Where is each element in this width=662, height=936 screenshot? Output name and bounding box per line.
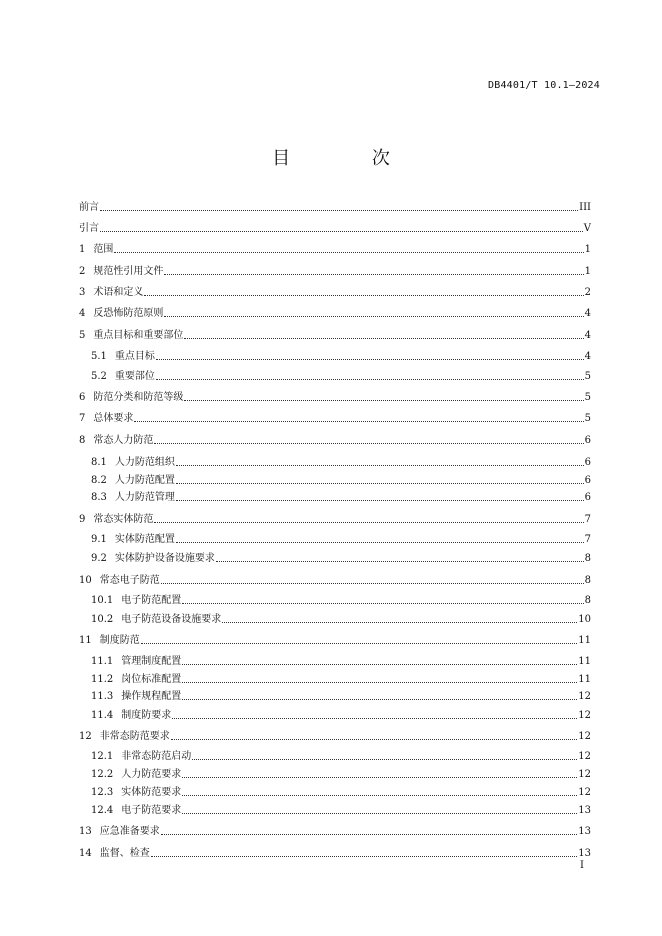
toc-entry[interactable] — [91, 689, 591, 703]
toc-entry-number: 7 — [79, 413, 86, 424]
toc-dot-leader — [154, 522, 583, 523]
toc-entry-number: 11.1 — [91, 656, 114, 667]
toc-entry-title: 非常态防范启动 — [121, 751, 192, 762]
toc-entry-page: 8 — [584, 553, 591, 564]
toc-entry-number: 8.2 — [91, 475, 107, 486]
toc-entry-number: 9 — [79, 514, 86, 525]
toc-entry-title: 实体防护设备设施要求 — [114, 553, 215, 564]
toc-entry-page: 10 — [578, 614, 591, 625]
toc-entry[interactable] — [79, 411, 591, 425]
toc-dot-leader — [151, 856, 578, 857]
toc-entry[interactable] — [91, 369, 591, 383]
toc-dot-leader — [156, 379, 584, 380]
toc-entry-number: 5.2 — [91, 371, 107, 382]
toc-entry-title: 重点目标 — [114, 351, 155, 362]
toc-dot-leader — [172, 718, 577, 719]
toc-dot-leader — [161, 583, 584, 584]
toc-dot-leader — [171, 739, 578, 740]
toc-entry-title: 非常态防范要求 — [99, 731, 170, 742]
toc-entry-page: 4 — [584, 308, 591, 319]
toc-entry[interactable] — [79, 633, 591, 647]
toc-entry-number: 9.1 — [91, 534, 107, 545]
toc-entry-page: 1 — [584, 266, 591, 277]
toc-entry-number: 11.2 — [91, 674, 114, 685]
toc-dot-leader — [216, 561, 584, 562]
toc-entry-number: 8 — [79, 435, 86, 446]
toc-entry-page: 6 — [584, 492, 591, 503]
toc-entry-page: 4 — [584, 330, 591, 341]
toc-entry-page: 13 — [578, 805, 591, 816]
toc-entry-title: 范围 — [93, 244, 114, 255]
toc-entry[interactable] — [91, 708, 591, 722]
toc-dot-leader — [144, 295, 583, 296]
toc-entry-number: 11 — [79, 635, 92, 646]
toc-entry[interactable] — [91, 473, 591, 487]
toc-entry-title: 人力防范要求 — [121, 769, 182, 780]
toc-entry[interactable] — [91, 532, 591, 546]
toc-entry[interactable] — [91, 593, 591, 607]
toc-entry-title: 人力防范管理 — [114, 492, 175, 503]
toc-dot-leader — [182, 664, 577, 665]
toc-dot-leader — [182, 813, 577, 814]
document-code: DB4401/T 10.1—2024 — [488, 80, 600, 91]
toc-entry-page: 8 — [584, 595, 591, 606]
toc-entry-page: 1 — [584, 244, 591, 255]
toc-entry-page: 2 — [584, 287, 591, 298]
toc-entry-number: 1 — [79, 244, 86, 255]
toc-entry-page: 11 — [578, 635, 591, 646]
toc-entry-title: 重点目标和重要部位 — [93, 330, 184, 341]
toc-dot-leader — [182, 682, 577, 683]
toc-entry-page: 12 — [578, 787, 591, 798]
toc-dot-leader — [184, 338, 583, 339]
toc-entry-number: 12 — [79, 731, 92, 742]
toc-entry-page: 5 — [584, 392, 591, 403]
toc-entry-number: 12.4 — [91, 805, 114, 816]
toc-entry[interactable] — [79, 264, 591, 278]
toc-entry-page: 8 — [584, 575, 591, 586]
toc-entry-page: V — [583, 223, 591, 234]
toc-entry-page: 11 — [578, 656, 591, 667]
toc-entry[interactable] — [79, 221, 591, 235]
toc-entry[interactable] — [91, 767, 591, 781]
toc-entry-title: 岗位标准配置 — [121, 674, 182, 685]
toc-dot-leader — [182, 795, 577, 796]
toc-entry-number: 14 — [79, 848, 92, 859]
toc-entry-title: 规范性引用文件 — [93, 266, 164, 277]
toc-entry[interactable] — [79, 285, 591, 299]
toc-dot-leader — [182, 603, 583, 604]
toc-entry-page: 6 — [584, 475, 591, 486]
toc-entry-title: 常态人力防范 — [93, 435, 154, 446]
toc-entry-title: 电子防范要求 — [121, 805, 182, 816]
toc-dot-leader — [176, 483, 584, 484]
toc-dot-leader — [154, 443, 583, 444]
toc-entry-page: 6 — [584, 457, 591, 468]
toc-dot-leader — [100, 231, 583, 232]
toc-dot-leader — [156, 359, 584, 360]
toc-entry[interactable] — [79, 846, 591, 860]
toc-entry[interactable] — [79, 729, 591, 743]
toc-entry-page: 7 — [584, 514, 591, 525]
toc-entry-page: 6 — [584, 435, 591, 446]
toc-entry-number: 11.4 — [91, 710, 114, 721]
toc-entry-title: 引言 — [79, 223, 99, 234]
toc-entry-title: 电子防范设备设施要求 — [121, 614, 222, 625]
toc-entry[interactable] — [91, 349, 591, 363]
toc-dot-leader — [114, 252, 583, 253]
toc-dot-leader — [182, 699, 577, 700]
toc-entry-title: 管理制度配置 — [121, 656, 182, 667]
toc-dot-leader — [164, 316, 583, 317]
toc-entry[interactable] — [91, 785, 591, 799]
toc-entry-page: 13 — [578, 826, 591, 837]
toc-entry-title: 应急准备要求 — [99, 826, 160, 837]
toc-entry-number: 9.2 — [91, 553, 107, 564]
toc-entry-page: 11 — [578, 674, 591, 685]
toc-entry-number: 12.1 — [91, 751, 114, 762]
toc-dot-leader — [184, 400, 583, 401]
toc-entry[interactable] — [91, 612, 591, 626]
toc-entry-title: 总体要求 — [93, 413, 134, 424]
toc-entry-number: 11.3 — [91, 691, 114, 702]
toc-entry-page: 12 — [578, 710, 591, 721]
toc-entry-page: 5 — [584, 371, 591, 382]
toc-entry-number: 12.2 — [91, 769, 114, 780]
toc-entry-number: 10.2 — [91, 614, 114, 625]
toc-entry-title: 实体防范要求 — [121, 787, 182, 798]
toc-entry-number: 8.3 — [91, 492, 107, 503]
toc-entry-title: 电子防范配置 — [121, 595, 182, 606]
toc-entry-page: 12 — [578, 731, 591, 742]
toc-entry-number: 8.1 — [91, 457, 107, 468]
toc-dot-leader — [222, 622, 577, 623]
toc-entry[interactable] — [79, 306, 591, 320]
page-title: 目 次 — [272, 148, 428, 169]
toc-dot-leader — [164, 274, 583, 275]
toc-entry-page: 4 — [584, 351, 591, 362]
toc-dot-leader — [100, 210, 578, 211]
toc-entry-title: 常态实体防范 — [93, 514, 154, 525]
toc-entry[interactable] — [79, 573, 591, 587]
toc-entry-page: 12 — [578, 751, 591, 762]
toc-entry-number: 2 — [79, 266, 86, 277]
toc-entry-title: 前言 — [79, 202, 99, 213]
toc-entry-title: 实体防范配置 — [114, 534, 175, 545]
page-number: I — [580, 860, 584, 871]
toc-entry[interactable] — [91, 654, 591, 668]
toc-dot-leader — [134, 421, 583, 422]
toc-entry[interactable] — [79, 433, 591, 447]
toc-entry-number: 6 — [79, 392, 86, 403]
toc-entry-title: 制度防要求 — [121, 710, 172, 721]
toc-entry-page: 7 — [584, 534, 591, 545]
toc-entry-number: 12.3 — [91, 787, 114, 798]
toc-entry-title: 人力防范组织 — [114, 457, 175, 468]
toc-entry-title: 术语和定义 — [93, 287, 144, 298]
toc-dot-leader — [141, 643, 578, 644]
toc-entry[interactable] — [79, 390, 591, 404]
toc-entry-number: 10 — [79, 575, 92, 586]
toc-entry-number: 5 — [79, 330, 86, 341]
toc-entry[interactable] — [79, 512, 591, 526]
toc-entry-title: 人力防范配置 — [114, 475, 175, 486]
toc-dot-leader — [161, 834, 578, 835]
toc-entry-title: 常态电子防范 — [99, 575, 160, 586]
toc-entry[interactable] — [91, 490, 591, 504]
toc-entry[interactable] — [79, 200, 591, 214]
toc-entry-title: 监督、检查 — [99, 848, 150, 859]
toc-entry-title: 反恐怖防范原则 — [93, 308, 164, 319]
toc-entry-page: 13 — [578, 848, 591, 859]
toc-entry-page: III — [579, 202, 591, 213]
toc-entry-number: 5.1 — [91, 351, 107, 362]
toc-entry-title: 重要部位 — [114, 371, 155, 382]
toc-entry-title: 防范分类和防范等级 — [93, 392, 184, 403]
toc-entry-number: 10.1 — [91, 595, 114, 606]
toc-entry-title: 操作规程配置 — [121, 691, 182, 702]
toc-entry-number: 13 — [79, 826, 92, 837]
toc-dot-leader — [176, 542, 584, 543]
toc-entry[interactable] — [79, 328, 591, 342]
toc-entry-title: 制度防范 — [99, 635, 140, 646]
toc-entry-page: 12 — [578, 691, 591, 702]
toc-entry-number: 4 — [79, 308, 86, 319]
toc-entry[interactable] — [79, 824, 591, 838]
toc-entry[interactable] — [91, 672, 591, 686]
toc-entry-page: 5 — [584, 413, 591, 424]
toc-entry[interactable] — [91, 455, 591, 469]
toc-dot-leader — [176, 500, 584, 501]
toc-entry-page: 12 — [578, 769, 591, 780]
toc-entry-number: 3 — [79, 287, 86, 298]
toc-dot-leader — [182, 777, 577, 778]
toc-dot-leader — [192, 759, 577, 760]
toc-entry[interactable] — [91, 803, 591, 817]
toc-entry[interactable] — [91, 749, 591, 763]
toc-entry[interactable] — [79, 242, 591, 256]
toc-dot-leader — [176, 465, 584, 466]
toc-entry[interactable] — [91, 551, 591, 565]
